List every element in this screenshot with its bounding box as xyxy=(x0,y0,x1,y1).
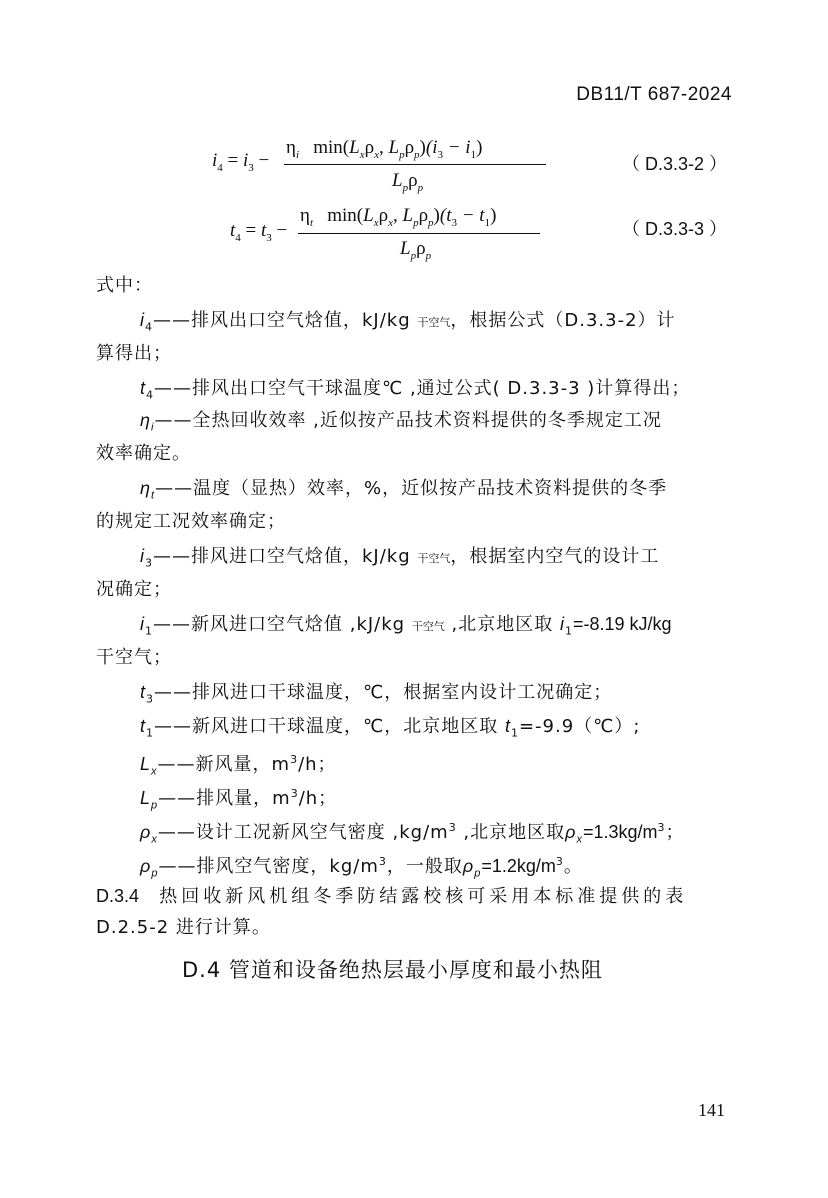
clause-d-3-4-cont: D.2.5-2 进行计算。 xyxy=(96,917,271,938)
where-label: 式中： xyxy=(96,275,153,296)
definition-lp: $L_p——$排风量，$m^3/h$； xyxy=(140,787,338,812)
equation-lhs: $i_4 = i_3$ − xyxy=(212,150,270,174)
definition-i4-cont: 算得出； xyxy=(96,343,172,364)
equation-label: （ D.3.3-2 ） xyxy=(622,154,728,174)
definition-t4: $t_4——$排风出口空气干球温度℃ ,通过公式( D.3.3-3 )计算得出； xyxy=(140,378,691,402)
definition-i1: $i_1——$新风进口空气焓值 ,kJ/kg 干空气 ,北京地区取 $i_1=-8.19$ kJ/kg xyxy=(140,614,672,638)
definition-eta-t: $\eta_t——$温度（显热）效率，%，近似按产品技术资料提供的冬季 xyxy=(140,478,668,502)
definition-i3: $i_3——$排风进口空气焓值，kJ/kg 干空气，根据室内空气的设计工 xyxy=(140,546,660,570)
clause-d-3-4: D.3.4 热回收新风机组冬季防结露校核可采用本标准提供的表 xyxy=(96,886,688,907)
definition-eta-t-cont: 的规定工况效率确定； xyxy=(96,511,286,532)
definition-rho-x: $\rho_x——$设计工况新风空气密度 $,kg/m^3$ ,北京地区取$\rho_x=1.3kg/m^3$； xyxy=(140,821,685,846)
fraction-bar xyxy=(298,233,540,234)
definition-lx: $L_x——$新风量，$m^3/h$； xyxy=(140,753,337,778)
document-code: DB11/T 687-2024 xyxy=(576,84,732,105)
equation-denominator: $L_p\rho_p$ xyxy=(400,238,432,262)
fraction-bar xyxy=(284,164,546,165)
definition-eta-i: $\eta_i——$全热回收效率 ,近似按产品技术资料提供的冬季规定工况 xyxy=(140,410,662,434)
section-heading-d-4: D.4 管道和设备绝热层最小厚度和最小热阻 xyxy=(182,958,603,982)
definition-i1-cont: 干空气； xyxy=(96,647,172,668)
definition-rho-p: $\rho_p——$排风空气密度，$kg/m^3$，一般取$\rho_p=1.2kg/m^3$。 xyxy=(140,855,583,880)
definition-i3-cont: 况确定； xyxy=(96,579,172,600)
definition-t1: $t_1——$新风进口干球温度，℃，北京地区取 $t_1=-9.9(℃)$; xyxy=(140,716,641,740)
definition-t3: $t_3——$排风进口干球温度，℃，根据室内设计工况确定； xyxy=(140,682,613,706)
page-number: 141 xyxy=(698,1100,725,1120)
equation-numerator: $\eta_t$ $\min(L_x\rho_x$, $L_p\rho_p)(t_3 - t_1)$ xyxy=(300,205,497,229)
definition-eta-i-cont: 效率确定。 xyxy=(96,443,191,464)
definition-i4: $i_4——$排风出口空气焓值，kJ/kg 干空气，根据公式（D.3.3-2）计 xyxy=(140,310,676,334)
equation-lhs: $t_4 = t_3$ − xyxy=(230,220,288,244)
equation-denominator: $L_p\rho_p$ xyxy=(392,170,424,194)
equation-numerator: $\eta_i$ $\min(L_x\rho_x$, $L_p\rho_p)(i_3 - i_1)$ xyxy=(286,137,483,161)
equation-label: （ D.3.3-3 ） xyxy=(622,219,728,239)
